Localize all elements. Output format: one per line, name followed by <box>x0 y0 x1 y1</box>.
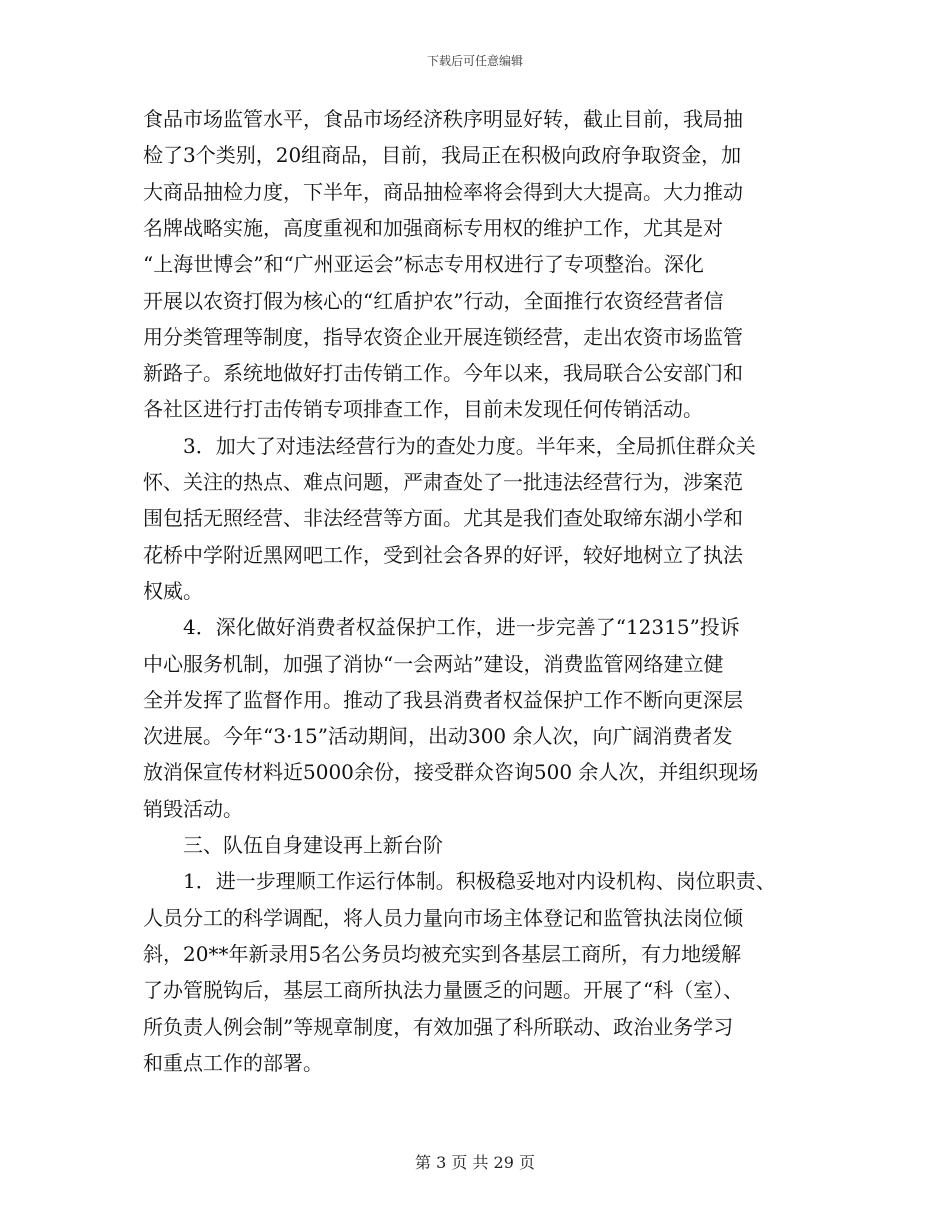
section-heading: 三、队伍自身建设再上新台阶 <box>143 833 443 857</box>
text-line: “上海世博会”和“广州亚运会”标志专用权进行了专项整治。深化 <box>143 252 704 277</box>
text-line: 3．加大了对违法经营行为的查处力度。半年来，全局抓住群众关 <box>143 433 756 458</box>
text-line: 1．进一步理顺工作运行体制。积极稳妥地对内设机构、岗位职责、 <box>143 869 776 894</box>
text-line: 名牌战略实施，高度重视和加强商标专用权的维护工作，尤其是对 <box>143 215 723 240</box>
text-line: 4．深化做好消费者权益保护工作，进一步完善了“12315”投诉 <box>143 615 740 640</box>
text-line: 怀、关注的热点、难点问题，严肃查处了一批违法经营行为，涉案范 <box>143 470 743 494</box>
page-number: 第 3 页 共 29 页 <box>415 1153 535 1172</box>
text-line: 食品市场监管水平，食品市场经济秩序明显好转，截止目前，我局抽 <box>143 107 743 131</box>
text-line: 各社区进行打击传销专项排查工作，目前未发现任何传销活动。 <box>143 397 703 422</box>
text-line: 所负责人例会制”等规章制度，有效加强了科所联动、政治业务学习 <box>143 1014 734 1039</box>
text-line: 用分类管理等制度，指导农资企业开展连锁经营，走出农资市场监管 <box>143 324 743 349</box>
text-line: 权威。 <box>143 578 203 603</box>
text-line: 大商品抽检力度，下半年，商品抽检率将会得到大大提高。大力推动 <box>143 179 743 204</box>
text-line: 检了3个类别，20组商品，目前，我局正在积极向政府争取资金，加 <box>143 143 742 168</box>
text-line: 新路子。系统地做好打击传销工作。今年以来，我局联合公安部门和 <box>143 361 743 386</box>
text-line: 销毁活动。 <box>143 796 243 821</box>
text-line: 全并发挥了监督作用。推动了我县消费者权益保护工作不断向更深层 <box>143 687 743 712</box>
text-line: 放消保宣传材料近5000余份，接受群众咨询500 余人次，并组织现场 <box>143 760 759 785</box>
page-header-note: 下载后可任意编辑 <box>426 54 523 68</box>
text-line: 花桥中学附近黑网吧工作，受到社会各界的好评，较好地树立了执法 <box>143 542 743 567</box>
text-line: 围包括无照经营、非法经营等方面。尤其是我们查处取缔东湖小学和 <box>143 506 743 531</box>
text-line: 斜，20**年新录用5名公务员均被充实到各基层工商所，有力地缓解 <box>143 941 742 966</box>
text-line: 开展以农资打假为核心的“红盾护农”行动，全面推行农资经营者信 <box>143 288 724 313</box>
text-line: 中心服务机制，加强了消协“一会两站”建设，消费监管网络建立健 <box>143 651 724 676</box>
text-line: 次进展。今年“3·15”活动期间，出动300 余人次，向广阔消费者发 <box>143 724 733 749</box>
text-line: 人员分工的科学调配，将人员力量向市场主体登记和监管执法岗位倾 <box>143 905 743 930</box>
text-line: 了办管脱钩后，基层工商所执法力量匮乏的问题。开展了“科（室）、 <box>143 978 744 1003</box>
text-line: 和重点工作的部署。 <box>143 1050 323 1075</box>
